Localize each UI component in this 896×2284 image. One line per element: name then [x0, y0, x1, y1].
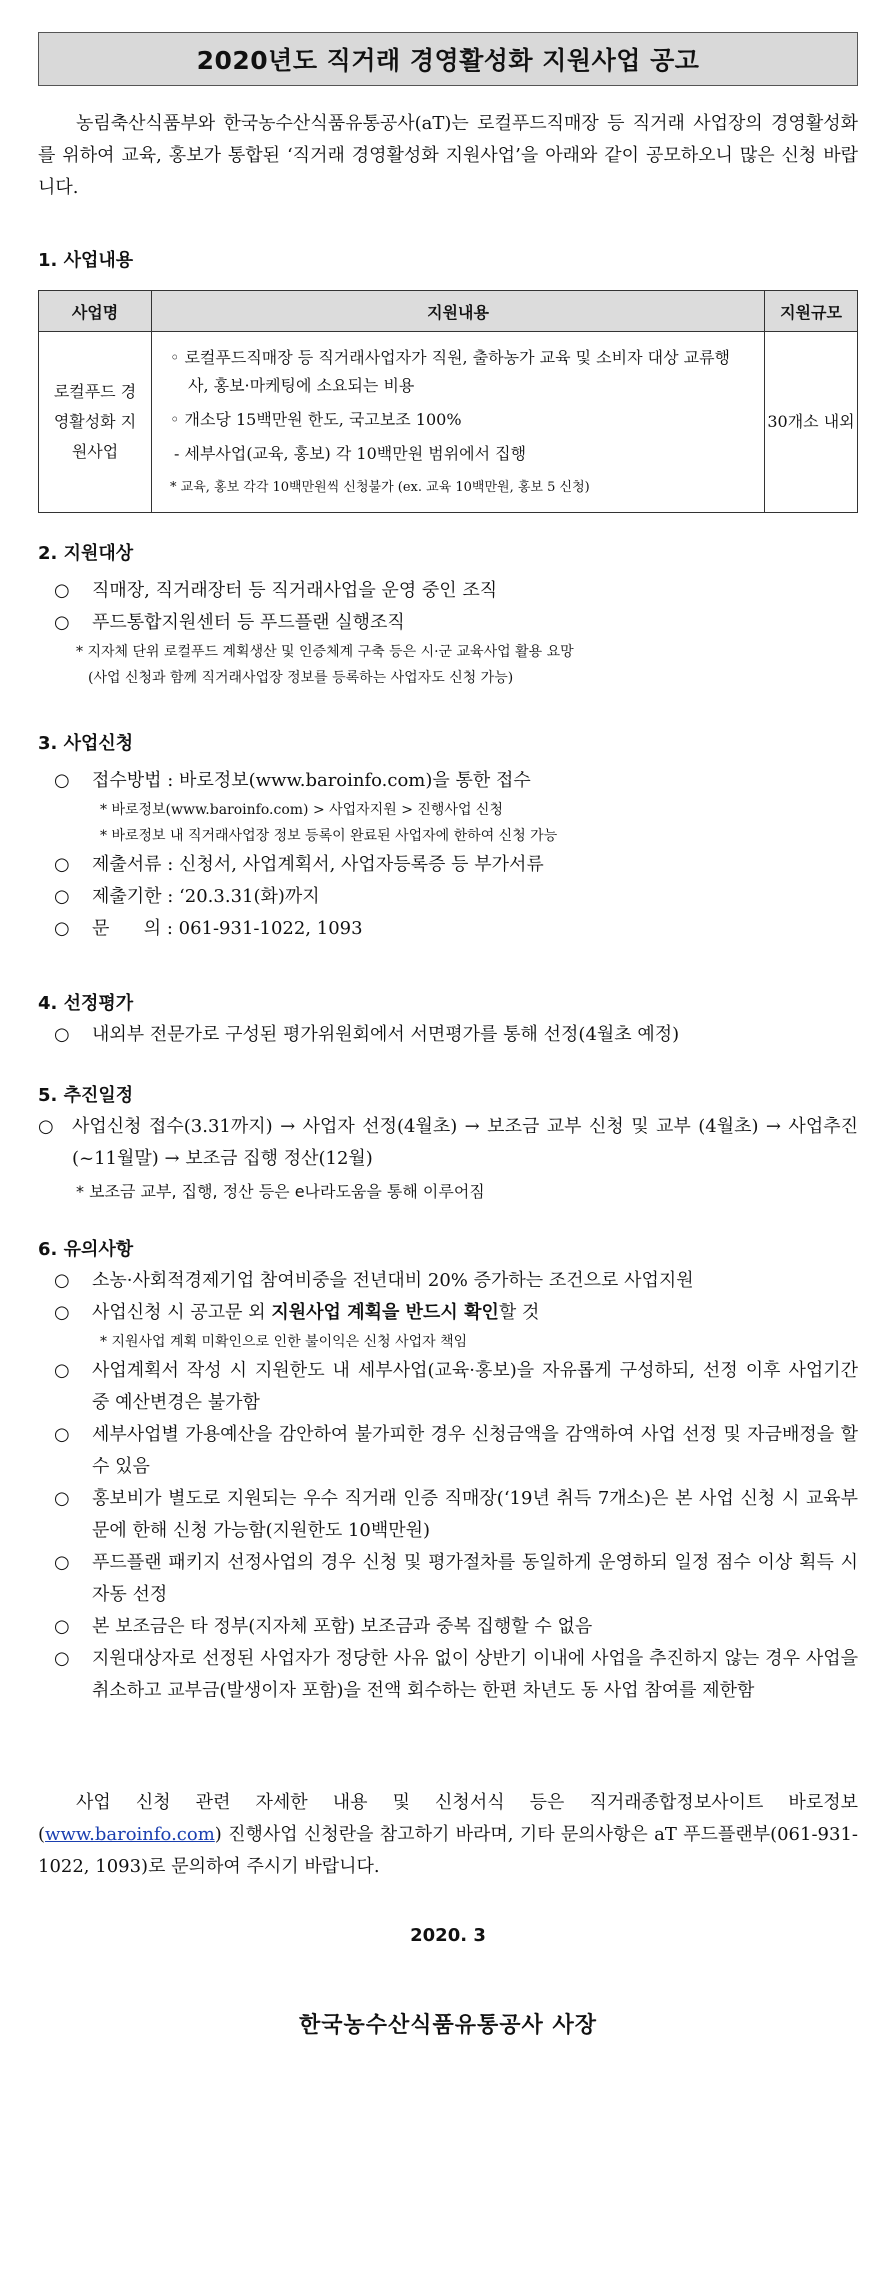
eligibility-note: (사업 신청과 함께 직거래사업장 정보를 등록하는 사업자도 신청 가능): [88, 670, 514, 686]
application-note: * 바로정보 내 직거래사업장 정보 등록이 완료된 사업자에 한하여 신청 가능: [100, 828, 558, 844]
list-item: ○ 홍보비가 별도로 지원되는 우수 직거래 인증 직매장(‘19년 취득 7개소)은 본 사업 신청 시 교육부문에 한해 신청 가능함(지원한도 10백만원): [54, 1488, 858, 1541]
list-item: ○ 문 의 : 061-931-1022, 1093: [54, 918, 363, 939]
content-line: ◦ 개소당 15백만원 한도, 국고보조 100%: [170, 410, 462, 429]
content-line: ◦ 로컬푸드직매장 등 직거래사업자가 직원, 출하농가 교육 및 소비자 대상 교류행사, 홍보·마케팅에 소요되는 비용: [170, 348, 730, 395]
notice-document: [38, 32, 858, 2039]
table-header: 지원내용: [152, 291, 765, 332]
list-item: ○ 제출기한 : ‘20.3.31(화)까지: [54, 886, 320, 907]
caution-list: [38, 1265, 858, 1329]
section-5-heading: 5. 추진일정: [38, 1085, 134, 1106]
list-item: ○ 접수방법 : 바로정보(www.baroinfo.com)을 통한 접수: [54, 770, 531, 791]
application-note: * 바로정보(www.baroinfo.com) > 사업자지원 > 진행사업 신청: [100, 802, 503, 818]
section-6-heading: 6. 유의사항: [38, 1239, 134, 1260]
list-item: ○ 사업계획서 작성 시 지원한도 내 세부사업(교육·홍보)을 자유롭게 구성하되, 선정 이후 사업기간 중 예산변경은 불가함: [54, 1360, 858, 1413]
section-2-heading: 2. 지원대상: [38, 543, 134, 564]
schedule-list: [38, 1111, 858, 1175]
eligibility-list: [38, 575, 858, 639]
baroinfo-link[interactable]: www.baroinfo.com: [45, 1824, 215, 1845]
application-list: [38, 849, 858, 945]
list-item: ○ 본 보조금은 타 정부(지자체 포함) 보조금과 중복 집행할 수 없음: [54, 1616, 593, 1637]
content-line: - 세부사업(교육, 홍보) 각 10백만원 범위에서 집행: [174, 444, 527, 463]
intro-paragraph: 농림축산식품부와 한국농수산식품유통공사(aT)는 로컬푸드직매장 등 직거래 사업장의 경영활성화를 위하여 교육, 홍보가 통합된 ‘직거래 경영활성화 지원사업’을 아래와 같이 공모하오니 많은 신청 바랍니다.: [38, 113, 858, 198]
list-item: ○ 소농·사회적경제기업 참여비중을 전년대비 20% 증가하는 조건으로 사업지원: [54, 1270, 694, 1291]
program-name-cell: 로컬푸드 경영활성화 지원사업: [39, 332, 152, 513]
list-item: ○ 직매장, 직거래장터 등 직거래사업을 운영 중인 조직: [54, 580, 498, 601]
list-item: ○ 세부사업별 가용예산을 감안하여 불가피한 경우 신청금액을 감액하여 사업 선정 및 자금배정을 할 수 있음: [54, 1424, 858, 1477]
eligibility-note: * 지자체 단위 로컬푸드 계획생산 및 인증체계 구축 등은 시·군 교육사업 활용 요망: [76, 644, 574, 660]
program-content-cell: [152, 332, 765, 513]
notice-date: 2020. 3: [410, 1925, 486, 1946]
section-4-heading: 4. 선정평가: [38, 993, 134, 1014]
section-3-heading: 3. 사업신청: [38, 733, 134, 754]
document-title: 2020년도 직거래 경영활성화 지원사업 공고: [38, 32, 858, 86]
table-header: 지원규모: [765, 291, 858, 332]
content-note: * 교육, 홍보 각각 10백만원씩 신청불가 (ex. 교육 10백만원, 홍보 5 신청): [170, 480, 590, 495]
program-scale-cell: 30개소 내외: [765, 332, 858, 513]
issuer-signature: 한국농수산식품유통공사 사장: [299, 2013, 597, 2038]
schedule-note: * 보조금 교부, 집행, 정산 등은 e나라도움을 통해 이루어짐: [76, 1182, 485, 1201]
list-item: ○ 내외부 전문가로 구성된 평가위원회에서 서면평가를 통해 선정(4월초 예정): [54, 1024, 680, 1045]
list-item: ○ 푸드통합지원센터 등 푸드플랜 실행조직: [54, 612, 405, 633]
list-item: ○ 제출서류 : 신청서, 사업계획서, 사업자등록증 등 부가서류: [54, 854, 544, 875]
closing-paragraph: 사업 신청 관련 자세한 내용 및 신청서식 등은 직거래종합정보사이트 바로정보(www.baroinfo.com) 진행사업 신청란을 참고하기 바라며, 기타 문의사항은 aT 푸드플랜부(061-931-1022, 1093)로 문의하여 주시기 바랍니다.: [38, 1792, 858, 1877]
evaluation-list: [38, 1019, 858, 1051]
application-list: [38, 765, 858, 797]
list-item: ○ 사업신청 접수(3.31까지) → 사업자 선정(4월초) → 보조금 교부 신청 및 교부 (4월초) → 사업추진(~11월말) → 보조금 집행 정산(12월): [38, 1116, 858, 1169]
caution-note: * 지원사업 계획 미확인으로 인한 불이익은 신청 사업자 책임: [100, 1334, 468, 1350]
table-row: [39, 332, 858, 513]
emphasis-text: 지원사업 계획을 반드시 확인: [271, 1302, 499, 1323]
program-table: [38, 290, 858, 513]
list-item: ○ 사업신청 시 공고문 외 지원사업 계획을 반드시 확인할 것: [54, 1302, 540, 1323]
table-header: 사업명: [39, 291, 152, 332]
list-item: ○ 푸드플랜 패키지 선정사업의 경우 신청 및 평가절차를 동일하게 운영하되 일정 점수 이상 획득 시 자동 선정: [54, 1552, 858, 1605]
section-1-heading: 1. 사업내용: [38, 250, 134, 271]
table-header-row: [39, 291, 858, 332]
list-item: ○ 지원대상자로 선정된 사업자가 정당한 사유 없이 상반기 이내에 사업을 추진하지 않는 경우 사업을 취소하고 교부금(발생이자 포함)을 전액 회수하는 한편 차년도 동 사업 참여를 제한함: [54, 1648, 858, 1701]
caution-list: [38, 1355, 858, 1707]
